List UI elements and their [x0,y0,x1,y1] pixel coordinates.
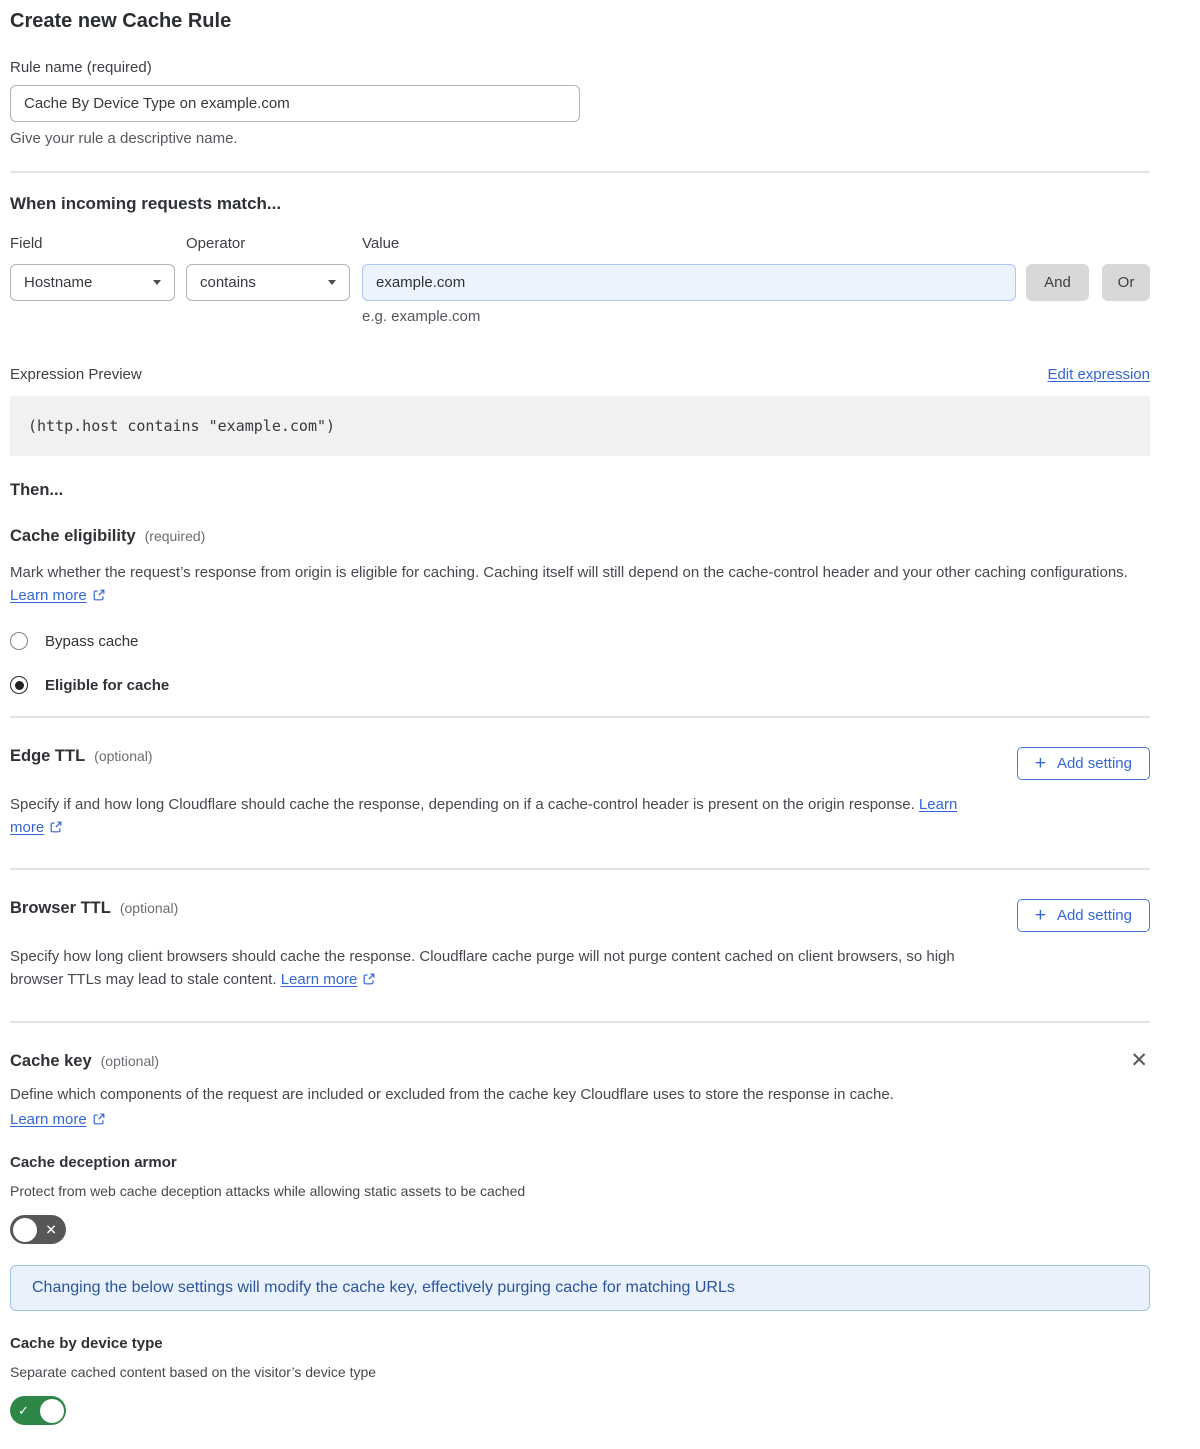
cache-by-device-type-description: Separate cached content based on the visitor’s device type [10,1364,377,1380]
plus-icon: + [1034,904,1046,926]
divider [10,716,1150,718]
cache-key-description: Define which components of the request are included or excluded from the cache key Cloudflare uses to store the response in cache. [10,1086,894,1103]
expression-preview-header [10,366,1150,383]
chevron-down-icon [153,280,161,285]
expression-code: (http.host contains "example.com") [10,396,1150,456]
then-heading: Then... [10,481,64,499]
rule-name-input[interactable] [10,85,580,122]
match-condition-row [10,264,1150,301]
browser-ttl-description: Specify how long client browsers should cache the response. Cloudflare cache purge will not purge content cached on client browsers, so high browser TTLs may lead to stale content. Learn more [10,945,970,993]
cache-key-info-banner: Changing the below settings will modify the cache key, effectively purging cache for matching URLs [10,1265,1150,1311]
cache-eligibility-learn-more-link[interactable]: Learn more [10,587,106,604]
field-select[interactable] [10,264,175,301]
divider [10,171,1150,173]
toggle-knob [13,1218,37,1242]
cache-key-title: Cache key [10,1052,92,1070]
cache-eligibility-options [10,632,1150,694]
edge-ttl-description: Specify if and how long Cloudflare should cache the response, depending on if a cache-control header is present on the origin response. Learn more [10,793,970,841]
external-link-icon [362,970,376,993]
cache-key-optional-tag: (optional) [100,1053,160,1069]
field-label: Field [10,235,43,252]
edit-expression-link[interactable]: Edit expression [1047,366,1150,383]
radio-eligible-for-cache[interactable] [10,676,1150,694]
browser-ttl-add-setting-button[interactable]: + Add setting [1017,899,1150,932]
toggle-knob [40,1399,64,1423]
operator-select[interactable] [186,264,350,301]
cache-by-device-type-toggle[interactable] [10,1396,66,1425]
edge-ttl-title: Edge TTL [10,747,86,765]
operator-label: Operator [186,235,246,252]
edge-ttl-add-setting-button[interactable]: + Add setting [1017,747,1150,780]
radio-icon [10,676,28,694]
cache-key-header [10,1049,1150,1072]
cache-deception-armor-title: Cache deception armor [10,1154,177,1171]
page-title: Create new Cache Rule [10,10,232,32]
external-link-icon [49,818,63,841]
radio-bypass-cache-label: Bypass cache [45,632,139,650]
radio-bypass-cache[interactable] [10,632,1150,650]
browser-ttl-title: Browser TTL [10,899,111,917]
cache-eligibility-title: Cache eligibility [10,527,136,545]
rule-name-helper: Give your rule a descriptive name. [10,130,238,147]
operator-select-value: contains [200,274,256,291]
external-link-icon [92,1112,106,1130]
divider [10,868,1150,870]
field-select-value: Hostname [24,274,93,291]
chevron-down-icon [328,280,336,285]
browser-ttl-header [10,899,1150,932]
browser-ttl-optional-tag: (optional) [119,900,179,916]
edge-ttl-learn-more-link[interactable]: Learn more [10,796,957,836]
and-button[interactable]: And [1026,264,1089,301]
value-input[interactable] [362,264,1016,301]
cache-eligibility-description: Mark whether the request’s response from origin is eligible for caching. Caching itself will still depend on the cache-control header and your other caching configurations. Learn more [10,561,1132,609]
value-helper: e.g. example.com [362,308,481,325]
close-icon[interactable]: ✕ [1130,1049,1148,1072]
radio-icon [10,632,28,650]
cache-eligibility-header [10,527,1150,546]
cache-deception-armor-toggle[interactable] [10,1215,66,1244]
edge-ttl-optional-tag: (optional) [94,748,153,764]
match-column-labels [10,235,1150,252]
cache-key-learn-more-line [10,1111,1150,1130]
cache-by-device-type-title: Cache by device type [10,1335,163,1352]
browser-ttl-learn-more-link[interactable]: Learn more [281,971,377,988]
cache-eligibility-required-tag: (required) [144,528,206,544]
match-heading: When incoming requests match... [10,194,282,213]
external-link-icon [92,586,106,609]
or-button[interactable]: Or [1102,264,1150,301]
radio-eligible-for-cache-label: Eligible for cache [45,676,170,694]
cache-key-learn-more-link[interactable]: Learn more [10,1111,106,1128]
x-icon: ✕ [45,1221,57,1238]
expression-preview-label: Expression Preview [10,366,142,383]
edge-ttl-header [10,747,1150,780]
value-label: Value [362,235,400,252]
rule-name-section [10,59,1150,147]
checkmark-icon: ✓ [18,1402,29,1418]
cache-deception-armor-description: Protect from web cache deception attacks while allowing static assets to be cached [10,1183,526,1199]
rule-name-label: Rule name (required) [10,59,152,76]
divider [10,1021,1150,1023]
plus-icon: + [1034,752,1046,774]
